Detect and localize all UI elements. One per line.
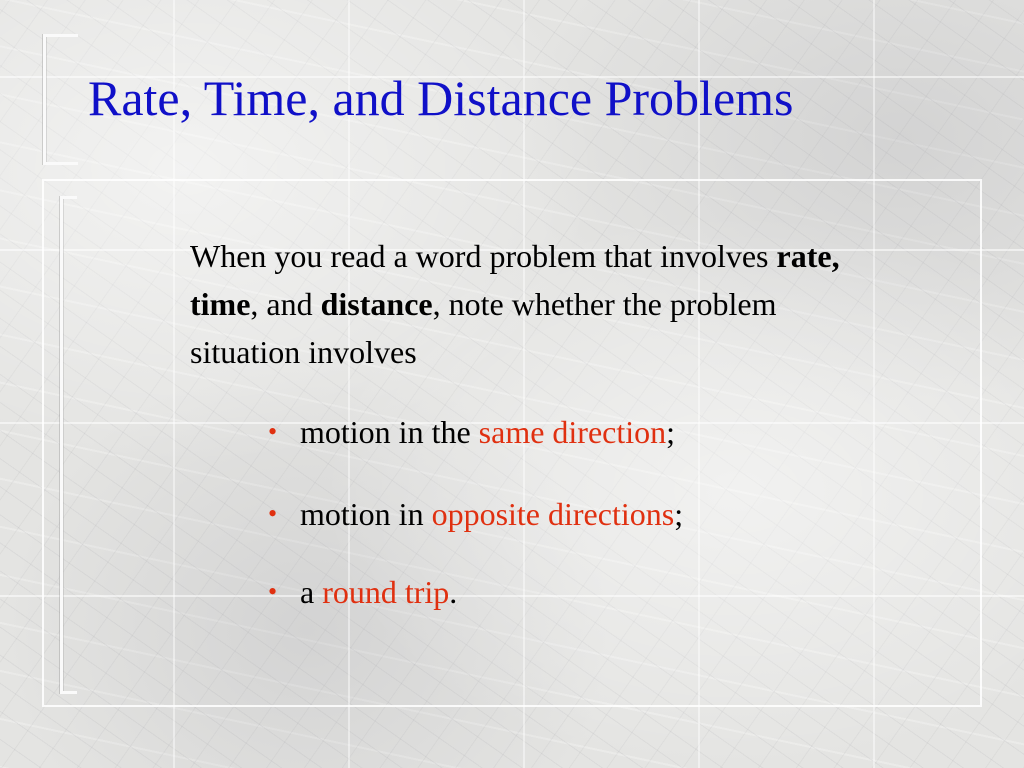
bullet-highlight: same direction [478,414,667,450]
bullet-punct: ; [674,496,684,532]
intro-text-1: When you read a word problem that involves [190,238,777,274]
slide-title: Rate, Time, and Distance Problems [88,70,794,126]
bullet-item [268,408,683,456]
intro-text-2: , and [250,286,321,322]
bullet-item [268,490,683,538]
bullet-text: motion in the [300,414,479,450]
content-frame-bracket [60,196,77,694]
intro-bold-distance: distance [320,286,433,322]
bullet-punct: ; [666,414,676,450]
bullet-icon: • [268,577,278,606]
bullet-text: motion in [300,496,432,532]
bullet-list [268,408,683,616]
bullet-punct: . [449,574,458,610]
bullet-icon: • [268,499,278,528]
intro-bold-rate-time: rate, time [190,238,840,322]
bullet-text: a [300,574,323,610]
title-frame-bracket [43,34,78,165]
bullet-highlight: round trip [322,574,450,610]
intro-text-3: , note whether the problem situation involves [190,286,777,370]
intro-paragraph [190,232,850,376]
bullet-item [268,568,683,616]
bullet-icon: • [268,417,278,446]
bullet-highlight: opposite directions [431,496,675,532]
